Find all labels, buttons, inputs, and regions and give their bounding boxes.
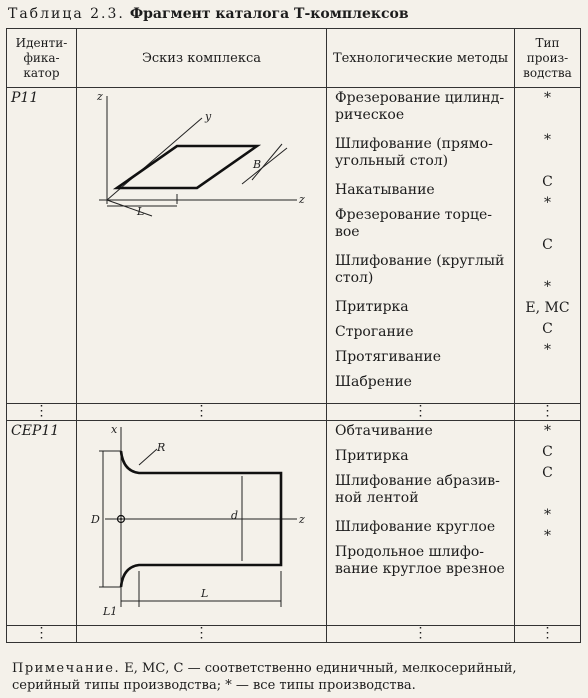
method-item: Протягивание (335, 349, 442, 365)
axis-z-label: z (97, 90, 103, 103)
type-item: С (542, 321, 553, 337)
method-item: Шабрение (335, 374, 412, 390)
sketch-cell (77, 421, 327, 626)
type-item: С (542, 444, 553, 460)
axis-z2-label: z (299, 193, 305, 206)
method-item: Шлифование (круглый стол) (335, 253, 505, 286)
row-id: CEP11 (7, 421, 77, 626)
type-item: С (542, 174, 553, 190)
method-item: Накатывание (335, 182, 435, 198)
dim-l-label: L (137, 205, 145, 218)
plane-sketch (77, 88, 327, 218)
caption-label: Таблица 2.3. (8, 6, 125, 22)
ellipsis: ⋮ (515, 404, 581, 421)
header-row (7, 29, 581, 88)
header-type: Тип произ- водства (515, 29, 581, 88)
axis-x-label: x (111, 423, 118, 436)
ellipsis: ⋮ (7, 404, 77, 421)
caption-title: Фрагмент каталога Т-комплексов (129, 6, 409, 22)
method-item: Фрезерование торце- вое (335, 207, 492, 240)
type-item: * (544, 423, 551, 439)
row-id: P11 (7, 88, 77, 404)
type-item: * (544, 528, 551, 544)
methods-cell (327, 421, 515, 626)
table-note (12, 660, 578, 694)
type-item: С (542, 237, 553, 253)
header-identifier: Иденти- фика- катор (7, 29, 77, 88)
header-methods: Технологические методы (327, 29, 515, 88)
type-item: * (544, 132, 551, 148)
ellipsis: ⋮ (327, 404, 515, 421)
ellipsis: ⋮ (327, 626, 515, 643)
shaft-sketch (77, 421, 327, 621)
method-item: Шлифование (прямо- угольный стол) (335, 136, 493, 169)
type-item: * (544, 342, 551, 358)
type-item: С (542, 465, 553, 481)
ellipsis: ⋮ (7, 626, 77, 643)
catalog-table (6, 28, 581, 643)
type-item: * (544, 507, 551, 523)
method-item: Фрезерование цилинд- рическое (335, 90, 505, 123)
types-cell (515, 88, 581, 404)
type-item: * (544, 279, 551, 295)
dim-d-small-label: d (231, 509, 239, 522)
axis-y-label: y (205, 110, 212, 123)
dim-l-label: L (201, 587, 209, 600)
ellipsis: ⋮ (515, 626, 581, 643)
ellipsis-row (7, 404, 581, 421)
type-item: * (544, 90, 551, 106)
method-item: Шлифование круглое (335, 519, 496, 535)
dim-d-big-label: D (91, 513, 100, 526)
note-label: Примечание. (12, 661, 121, 676)
method-item: Притирка (335, 448, 409, 464)
methods-cell (327, 88, 515, 404)
table-row (7, 421, 581, 626)
sketch-cell (77, 88, 327, 404)
method-item: Строгание (335, 324, 414, 340)
header-sketch: Эскиз комплекса (77, 29, 327, 88)
ellipsis-row (7, 626, 581, 643)
method-item: Обтачивание (335, 423, 433, 439)
axis-z-label: z (299, 513, 305, 526)
note-text: Е, МС, С — соответственно единичный, мелкосерийный, серийный типы производства; * — все типы производства. (12, 661, 517, 693)
radius-label: R (157, 441, 166, 454)
method-item: Продольное шлифо- вание круглое врезное (335, 544, 505, 577)
dim-l1-label: L1 (103, 605, 118, 618)
table-caption (8, 6, 409, 22)
method-item: Шлифование абразив- ной лентой (335, 473, 500, 506)
method-item: Притирка (335, 299, 409, 315)
table-row (7, 88, 581, 404)
types-cell (515, 421, 581, 626)
type-item: * (544, 195, 551, 211)
type-item: Е, МС (525, 300, 570, 316)
dim-b-label: B (253, 158, 262, 171)
ellipsis: ⋮ (77, 626, 327, 643)
ellipsis: ⋮ (77, 404, 327, 421)
